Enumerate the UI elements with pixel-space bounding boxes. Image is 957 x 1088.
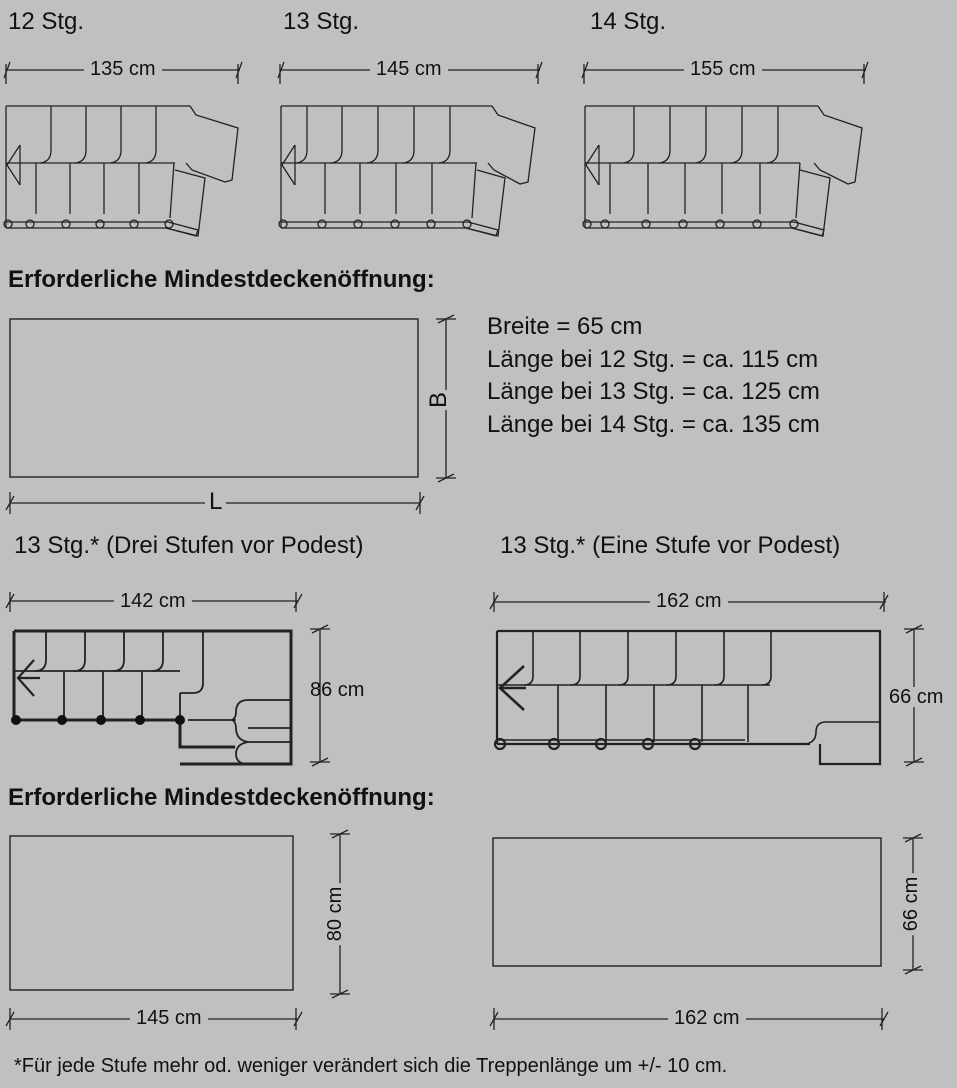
special-variant-2-depth: 66 cm xyxy=(889,686,944,708)
variant-12-label: 12 Stg. xyxy=(8,8,85,35)
opening-bottom-left xyxy=(6,830,350,1030)
opening-info-line: Länge bei 13 Stg. = ca. 125 cm xyxy=(487,378,820,405)
special-variant-2-width: 162 cm xyxy=(650,591,728,611)
opening-info-line: Länge bei 12 Stg. = ca. 115 cm xyxy=(487,345,819,373)
stair-plan-13 xyxy=(279,106,535,236)
opening-1-width: 145 cm xyxy=(130,1008,208,1028)
length-letter: L xyxy=(205,490,226,514)
opening-top xyxy=(6,315,456,514)
variant-13-width: 145 cm xyxy=(370,59,448,79)
opening-info xyxy=(487,311,820,441)
opening-info-line: Länge bei 14 Stg. = ca. 135 cm xyxy=(487,410,820,438)
opening-2-depth: 66 cm xyxy=(901,873,921,935)
opening-info-line: Breite = 65 cm xyxy=(487,313,643,340)
stair-plan-three-steps xyxy=(11,631,291,764)
opening-1-depth: 80 cm xyxy=(325,883,345,945)
stair-plan-12 xyxy=(4,106,238,236)
variant-12-width: 135 cm xyxy=(84,59,162,79)
opening-bottom-right xyxy=(490,834,923,1030)
variant-13-label: 13 Stg. xyxy=(283,8,360,35)
width-letter: B xyxy=(425,391,453,409)
special-dimension-lines xyxy=(6,592,924,766)
special-variant-1-width: 142 cm xyxy=(114,591,192,611)
variant-14-label: 14 Stg. xyxy=(590,8,667,35)
stair-plan-one-step xyxy=(495,631,880,764)
stair-plan-14 xyxy=(583,106,862,236)
special-variant-2-label: 13 Stg.* (Eine Stufe vor Podest) xyxy=(500,532,841,559)
section-heading-bottom: Erforderliche Mindestdeckenöffnung: xyxy=(8,784,435,811)
footnote: *Für jede Stufe mehr od. weniger verändert sich die Treppenlänge um +/- 10 cm. xyxy=(14,1055,728,1077)
special-variant-1-depth: 86 cm xyxy=(310,679,365,701)
special-variant-1-label: 13 Stg.* (Drei Stufen vor Podest) xyxy=(14,532,364,559)
opening-2-width: 162 cm xyxy=(668,1008,746,1028)
section-heading-top: Erforderliche Mindestdeckenöffnung: xyxy=(8,266,435,293)
variant-14-width: 155 cm xyxy=(684,59,762,79)
